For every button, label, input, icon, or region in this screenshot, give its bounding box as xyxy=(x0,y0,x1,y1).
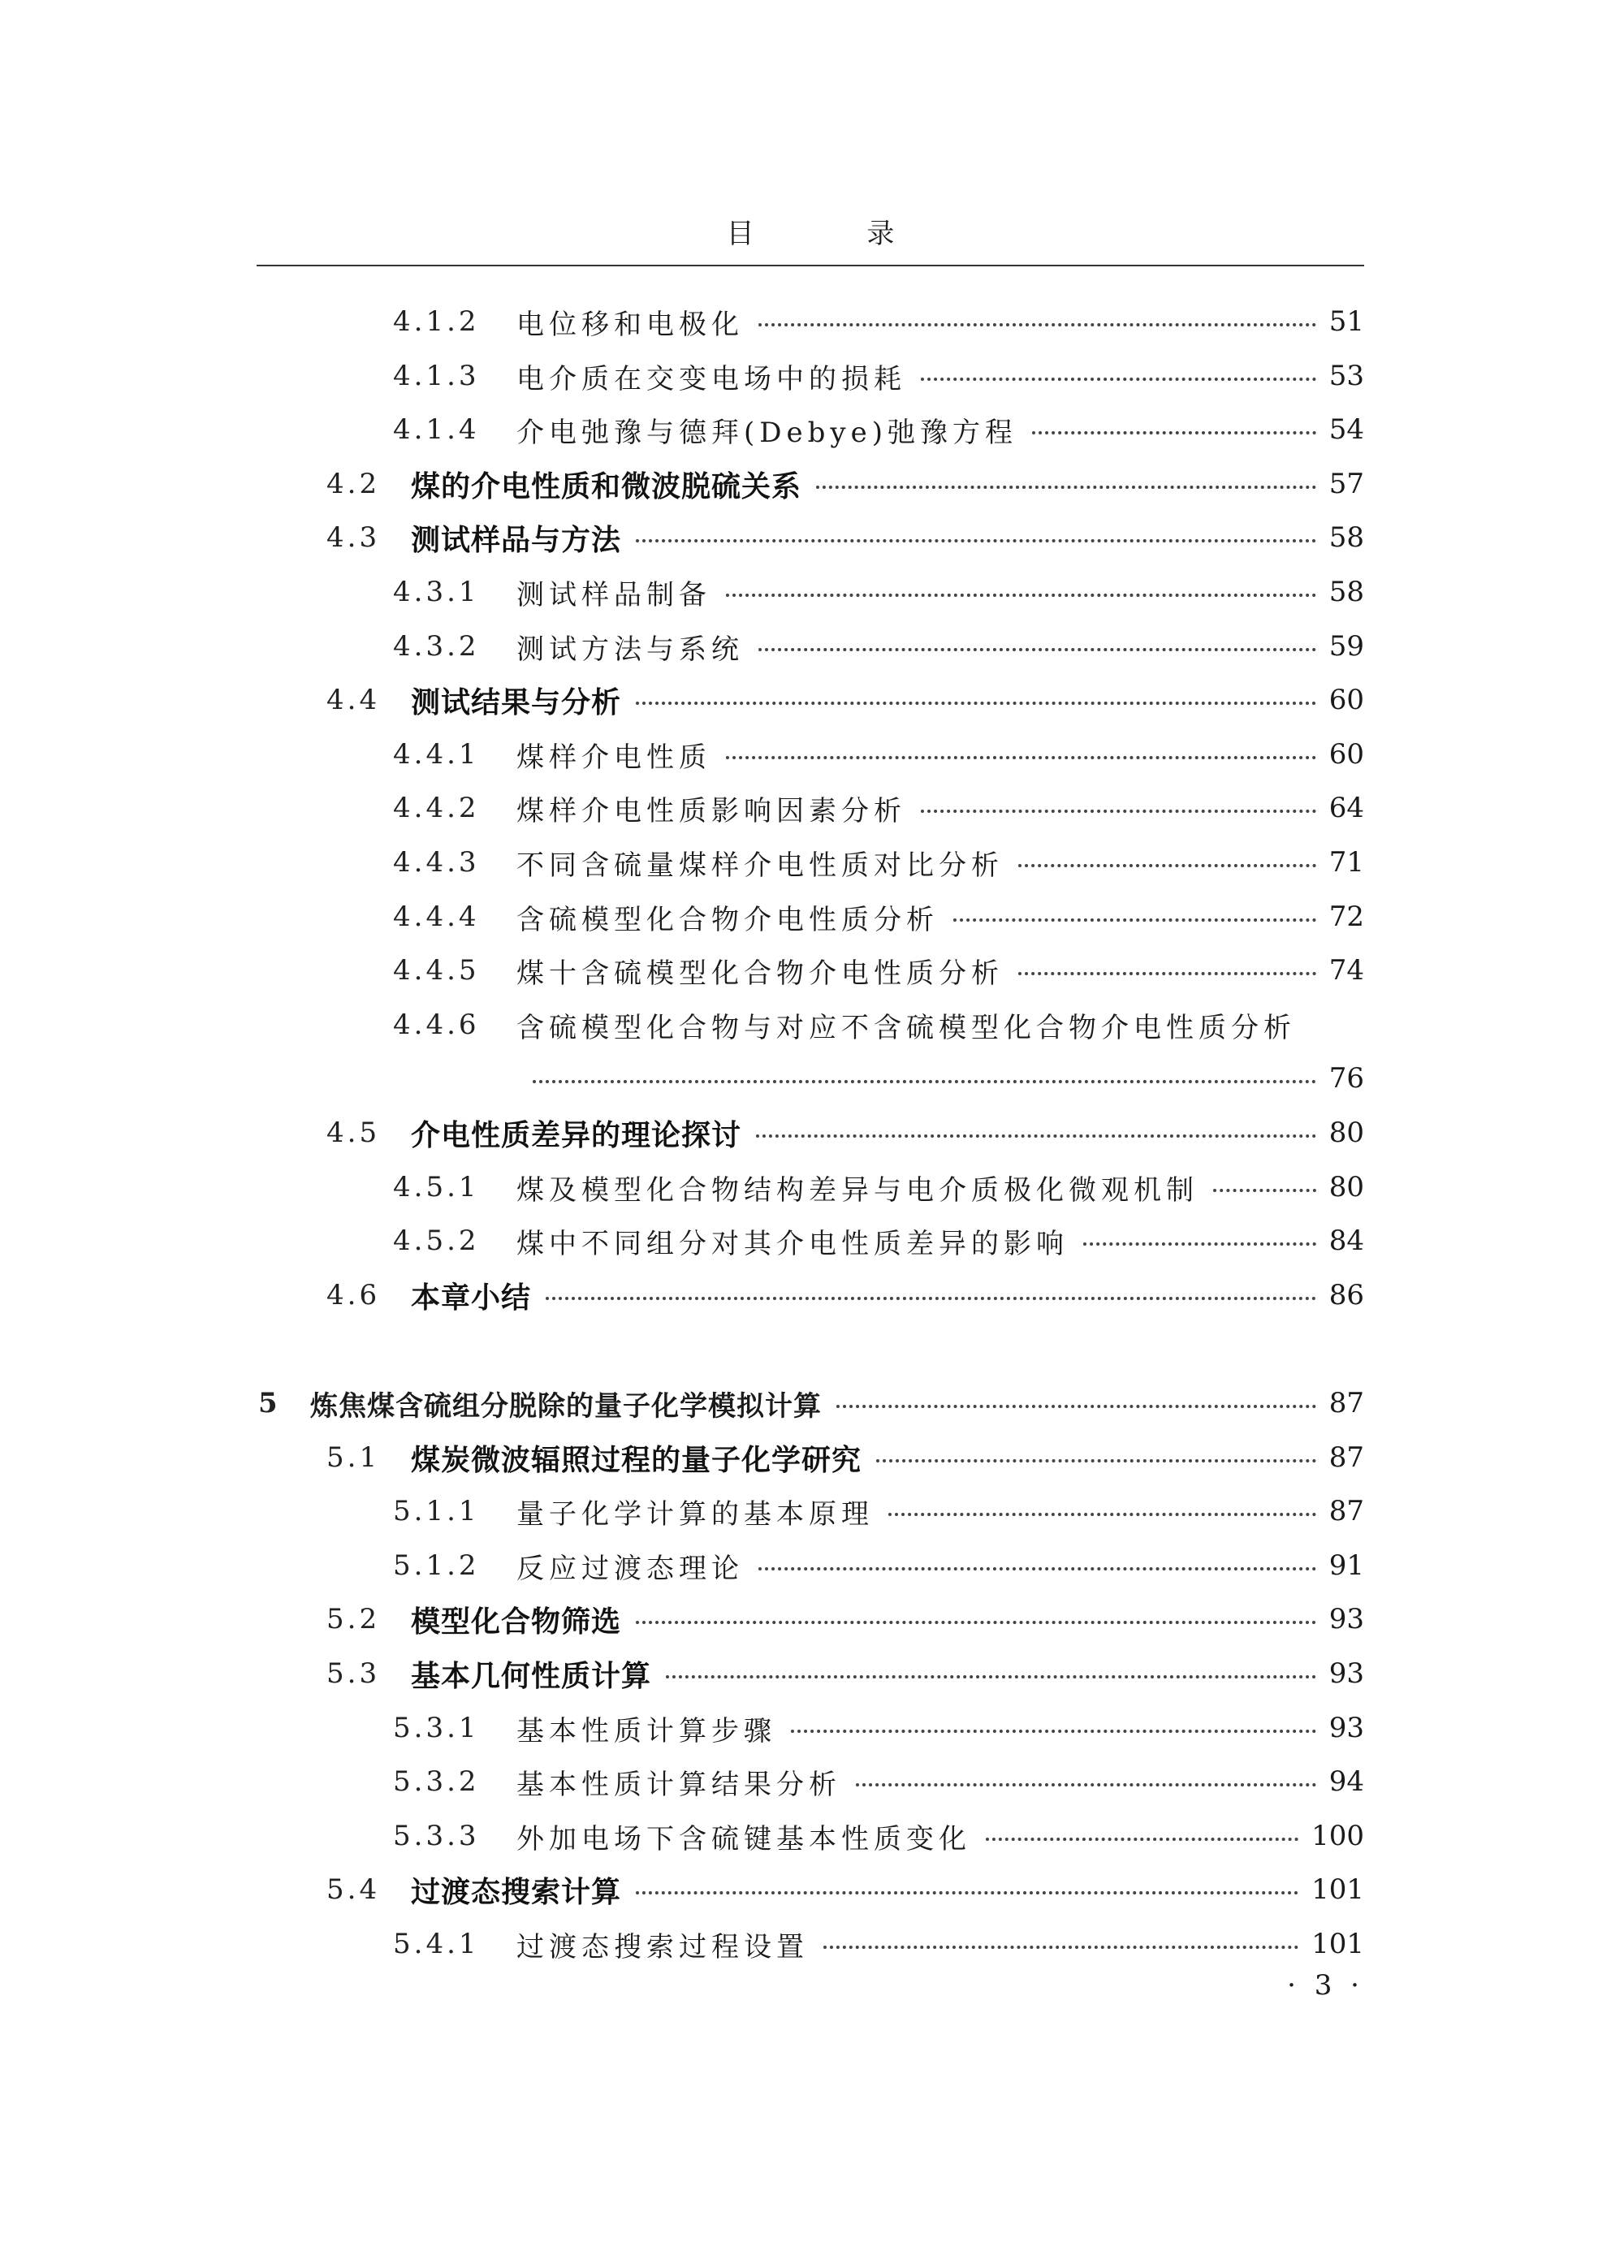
page-ref: 93 xyxy=(1328,1657,1364,1690)
section-title: 煤中不同组分对其介电性质差异的影响 xyxy=(516,1227,1069,1260)
toc-entry[interactable] xyxy=(393,295,1364,348)
dot-leader xyxy=(636,1891,1298,1894)
toc-entry[interactable] xyxy=(326,457,1364,511)
section-number: 4.4.6 xyxy=(393,1009,480,1041)
dot-leader xyxy=(953,918,1316,922)
section-number: 4.4.2 xyxy=(393,792,480,824)
toc-entry-continuation xyxy=(533,1052,1364,1105)
page-ref: 87 xyxy=(1328,1441,1364,1474)
dot-leader xyxy=(876,1459,1316,1462)
page-ref: 93 xyxy=(1328,1603,1364,1635)
page-ref: 53 xyxy=(1328,360,1364,392)
page-ref: 74 xyxy=(1328,954,1364,987)
section-number: 5.3.2 xyxy=(393,1765,480,1798)
toc-entry[interactable] xyxy=(393,1539,1364,1592)
section-number: 5.4.1 xyxy=(393,1928,480,1960)
dot-leader xyxy=(816,486,1316,489)
page-ref: 71 xyxy=(1328,846,1364,879)
toc-entry[interactable] xyxy=(393,1701,1364,1755)
page-ref: 100 xyxy=(1311,1820,1364,1852)
toc-entry[interactable] xyxy=(326,1592,1364,1646)
section-number: 5.3.1 xyxy=(393,1712,480,1744)
dot-leader xyxy=(758,323,1316,326)
section-number: 4.5 xyxy=(326,1117,381,1149)
dot-leader xyxy=(1032,431,1316,434)
header-title: 目 录 xyxy=(726,218,947,250)
dot-leader xyxy=(758,648,1316,651)
toc-entry[interactable] xyxy=(393,998,1364,1052)
toc-entry[interactable] xyxy=(393,781,1364,835)
page-ref: 80 xyxy=(1328,1117,1364,1149)
section-title: 模型化合物筛选 xyxy=(411,1604,622,1639)
page-ref: 54 xyxy=(1328,413,1364,446)
toc-entry[interactable] xyxy=(393,1917,1364,1971)
section-title: 煤样介电性质影响因素分析 xyxy=(516,794,906,827)
section-title: 电位移和电极化 xyxy=(516,308,744,341)
section-title: 测试方法与系统 xyxy=(516,633,744,666)
dot-leader xyxy=(726,756,1316,759)
section-number: 5 xyxy=(258,1387,281,1419)
section-number: 5.1.1 xyxy=(393,1495,480,1527)
dot-leader xyxy=(1018,972,1316,975)
running-header xyxy=(257,203,1364,266)
section-title: 基本几何性质计算 xyxy=(411,1658,652,1693)
section-title: 外加电场下含硫键基本性质变化 xyxy=(516,1822,971,1855)
page-ref: 84 xyxy=(1328,1225,1364,1257)
toc-chapter[interactable] xyxy=(258,1376,1364,1430)
section-number: 4.4 xyxy=(326,684,381,716)
page-ref: 101 xyxy=(1311,1873,1364,1906)
section-number: 4.4.1 xyxy=(393,738,480,771)
toc-entry[interactable] xyxy=(393,565,1364,619)
section-number: 5.1 xyxy=(326,1441,381,1474)
dot-leader xyxy=(856,1783,1316,1786)
page-ref: 59 xyxy=(1328,630,1364,663)
dot-leader xyxy=(888,1513,1316,1516)
section-title: 煤样介电性质 xyxy=(516,741,711,774)
dot-leader xyxy=(636,539,1316,542)
section-number: 4.1.2 xyxy=(393,305,480,338)
dot-leader xyxy=(836,1405,1316,1408)
section-title: 不同含硫量煤样介电性质对比分析 xyxy=(516,849,1004,882)
section-number: 4.3.1 xyxy=(393,576,480,608)
page-ref: 94 xyxy=(1328,1765,1364,1798)
toc-entry[interactable] xyxy=(393,349,1364,403)
toc-entry[interactable] xyxy=(326,1647,1364,1700)
toc-entry[interactable] xyxy=(393,1160,1364,1214)
dot-leader xyxy=(986,1838,1298,1841)
section-title: 煤的介电性质和微波脱硫关系 xyxy=(411,469,802,503)
dot-leader xyxy=(726,594,1316,597)
section-number: 5.4 xyxy=(326,1873,381,1906)
toc-entry[interactable] xyxy=(393,944,1364,997)
section-number: 5.2 xyxy=(326,1603,381,1635)
dot-leader xyxy=(921,810,1316,813)
toc-entry[interactable] xyxy=(393,1755,1364,1808)
page-ref: 87 xyxy=(1328,1387,1364,1419)
page-ref: 80 xyxy=(1328,1171,1364,1203)
dot-leader xyxy=(823,1946,1298,1949)
dot-leader xyxy=(533,1080,1316,1083)
toc-entry[interactable] xyxy=(393,728,1364,781)
dot-leader xyxy=(636,702,1316,705)
toc-entry[interactable] xyxy=(326,1431,1364,1484)
section-title: 反应过渡态理论 xyxy=(516,1552,744,1585)
dot-leader xyxy=(921,378,1316,381)
page-ref: 86 xyxy=(1328,1279,1364,1311)
toc-entry[interactable] xyxy=(393,836,1364,889)
toc-entry[interactable] xyxy=(393,1809,1364,1863)
toc-entry[interactable] xyxy=(393,1214,1364,1268)
section-number: 4.4.4 xyxy=(393,901,480,933)
section-title: 煤炭微波辐照过程的量子化学研究 xyxy=(411,1442,862,1477)
toc-entry[interactable] xyxy=(393,890,1364,944)
section-number: 4.4.3 xyxy=(393,846,480,879)
section-title: 含硫模型化合物与对应不含硫模型化合物介电性质分析 xyxy=(516,1011,1296,1044)
page-ref: 57 xyxy=(1328,468,1364,500)
section-number: 5.3 xyxy=(326,1657,381,1690)
page-ref: 58 xyxy=(1328,521,1364,554)
section-title: 量子化学计算的基本原理 xyxy=(516,1497,874,1531)
section-title: 本章小结 xyxy=(411,1280,532,1315)
section-number: 4.3.2 xyxy=(393,630,480,663)
section-number: 4.1.4 xyxy=(393,413,480,446)
dot-leader xyxy=(756,1134,1316,1138)
section-title: 过渡态搜索过程设置 xyxy=(516,1930,809,1963)
page-ref: 93 xyxy=(1328,1712,1364,1744)
section-title: 煤及模型化合物结构差异与电介质极化微观机制 xyxy=(516,1173,1199,1207)
toc-entry[interactable] xyxy=(326,511,1364,564)
section-number: 4.3 xyxy=(326,521,381,554)
dot-leader xyxy=(1018,864,1316,867)
page-ref: 72 xyxy=(1328,901,1364,933)
dot-leader xyxy=(546,1297,1316,1300)
toc-entry[interactable] xyxy=(326,1106,1364,1160)
toc-entry[interactable] xyxy=(393,403,1364,456)
section-title: 基本性质计算结果分析 xyxy=(516,1768,841,1801)
page-ref: 101 xyxy=(1311,1928,1364,1960)
section-title: 煤十含硫模型化合物介电性质分析 xyxy=(516,957,1004,990)
section-title: 介电弛豫与德拜(Debye)弛豫方程 xyxy=(516,416,1018,449)
toc-entry[interactable] xyxy=(326,1863,1364,1916)
toc-entry[interactable] xyxy=(393,620,1364,673)
section-title: 介电性质差异的理论探讨 xyxy=(411,1117,742,1152)
dot-leader xyxy=(666,1675,1316,1678)
section-number: 5.1.2 xyxy=(393,1549,480,1582)
page-ref: 58 xyxy=(1328,576,1364,608)
section-title: 电介质在交变电场中的损耗 xyxy=(516,362,906,395)
toc-entry[interactable] xyxy=(393,1484,1364,1538)
toc-entry[interactable] xyxy=(326,673,1364,727)
page-ref: 91 xyxy=(1328,1549,1364,1582)
page-ref: 60 xyxy=(1328,684,1364,716)
section-title: 测试样品与方法 xyxy=(411,522,622,557)
page-ref: 51 xyxy=(1328,305,1364,338)
dot-leader xyxy=(1083,1242,1316,1246)
section-title: 过渡态搜索计算 xyxy=(411,1874,622,1909)
dot-leader xyxy=(791,1730,1316,1733)
section-number: 4.5.2 xyxy=(393,1225,480,1257)
page-number: · 3 · xyxy=(1287,1969,1364,2002)
page-ref: 60 xyxy=(1328,738,1364,771)
section-title: 炼焦煤含硫组分脱除的量子化学模拟计算 xyxy=(310,1389,822,1423)
page-ref: 87 xyxy=(1328,1495,1364,1527)
section-title: 测试样品制备 xyxy=(516,578,711,611)
section-number: 4.6 xyxy=(326,1279,381,1311)
dot-leader xyxy=(636,1621,1316,1624)
dot-leader xyxy=(758,1567,1316,1570)
section-number: 4.2 xyxy=(326,468,381,500)
section-title: 基本性质计算步骤 xyxy=(516,1714,776,1747)
section-number: 4.5.1 xyxy=(393,1171,480,1203)
page-ref: 76 xyxy=(1328,1062,1364,1095)
section-number: 5.3.3 xyxy=(393,1820,480,1852)
page-ref: 64 xyxy=(1328,792,1364,824)
section-title: 含硫模型化合物介电性质分析 xyxy=(516,903,939,936)
section-title: 测试结果与分析 xyxy=(411,685,622,719)
section-number: 4.4.5 xyxy=(393,954,480,987)
dot-leader xyxy=(1213,1189,1316,1192)
toc-entry[interactable] xyxy=(326,1268,1364,1322)
section-number: 4.1.3 xyxy=(393,360,480,392)
